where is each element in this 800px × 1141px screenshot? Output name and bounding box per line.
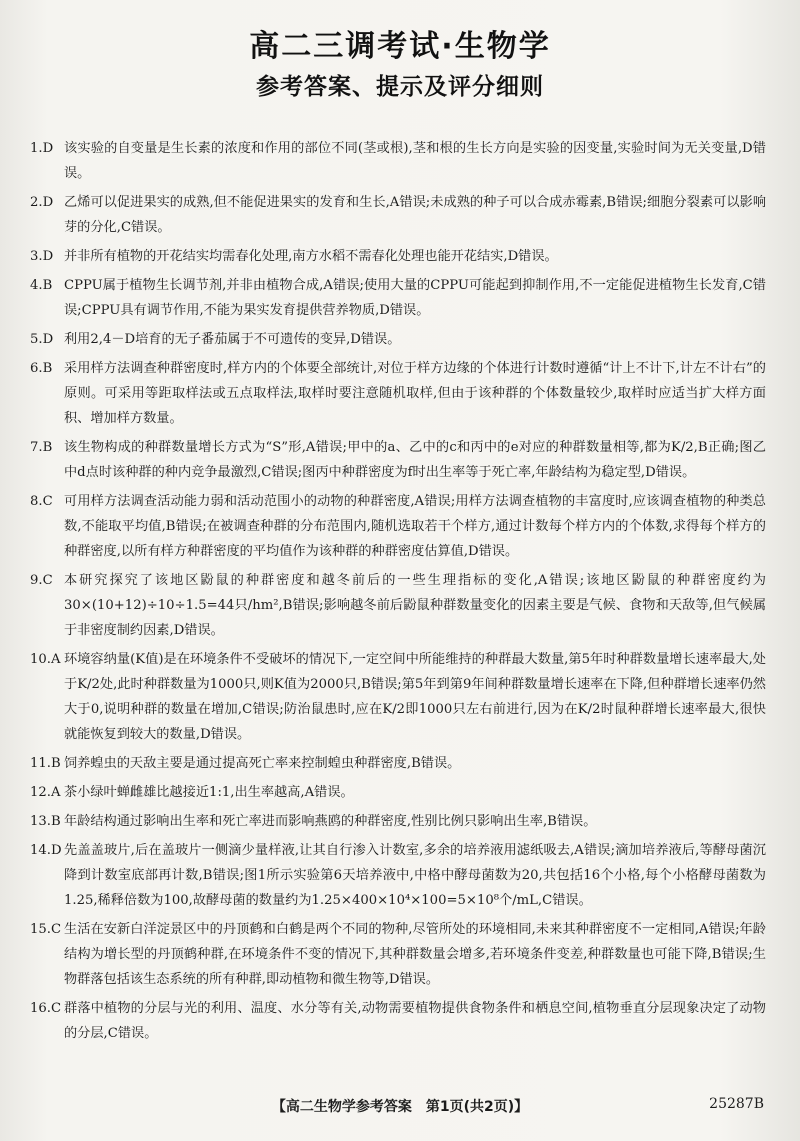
answer-item xyxy=(30,489,766,564)
answer-explanation: 饲养蝗虫的天敌主要是通过提高死亡率来控制蝗虫种群密度,B错误。 xyxy=(64,756,461,771)
answer-number: 2.D xyxy=(30,195,54,210)
paper-code: 25287B xyxy=(709,1096,764,1112)
answer-item xyxy=(30,917,766,992)
answer-explanation: 该实验的自变量是生长素的浓度和作用的部位不同(茎或根),茎和根的生长方向是实验的因变量,实验时间为无关变量,D错误。 xyxy=(64,141,766,181)
footer-label: 【高二生物学参考答案 第1页(共2页)】 xyxy=(271,1099,529,1115)
answer-item xyxy=(30,435,766,485)
answer-item xyxy=(30,647,766,747)
answer-number: 8.C xyxy=(30,494,53,509)
answer-number: 14.D xyxy=(30,843,62,858)
answer-number: 5.D xyxy=(30,332,54,347)
answer-number: 10.A xyxy=(30,652,61,667)
answer-number: 9.C xyxy=(30,573,53,588)
answer-item xyxy=(30,356,766,431)
answer-item xyxy=(30,780,766,805)
answer-item xyxy=(30,751,766,776)
answer-number: 6.B xyxy=(30,361,53,376)
answer-explanation: 生活在安新白洋淀景区中的丹顶鹤和白鹤是两个不同的物种,尽管所处的环境相同,未来其种群密度不一定相同,A错误;年龄结构为增长型的丹顶鹤种群,在环境条件不变的情况下,其种群数量会增多,若环境条件变差,种群数量也可能下降,B错误;生物群落包括该生态系统的所有种群,即动植物和微生物等,D错误。 xyxy=(64,922,766,987)
answer-explanation: 采用样方法调查种群密度时,样方内的个体要全部统计,对位于样方边缘的个体进行计数时遵循“计上不计下,计左不计右”的原则。可采用等距取样法或五点取样法,取样时要注意随机取样,但由于该种群的个体数量较少,取样时应适当扩大样方面积、增加样方数量。 xyxy=(64,361,766,426)
answer-explanation: 可用样方法调查活动能力弱和活动范围小的动物的种群密度,A错误;用样方法调查植物的丰富度时,应该调查植物的种类总数,不能取平均值,B错误;在被调查种群的分布范围内,随机选取若干个样方,通过计数每个样方内的个体数,求得每个样方的种群密度,以所有样方种群密度的平均值作为该种群的种群密度估算值,D错误。 xyxy=(64,494,766,559)
answer-number: 4.B xyxy=(30,278,53,293)
answer-explanation: 该生物构成的种群数量增长方式为“S”形,A错误;甲中的a、乙中的c和丙中的e对应的种群数量相等,都为K/2,B正确;图乙中d点时该种群的种内竞争最激烈,C错误;图丙中种群密度为f时出生率等于死亡率,年龄结构为稳定型,D错误。 xyxy=(64,440,766,480)
page-subtitle: 参考答案、提示及评分细则 xyxy=(256,74,544,100)
answer-list xyxy=(30,136,766,1050)
answer-number: 12.A xyxy=(30,785,61,800)
answer-item xyxy=(30,136,766,186)
answer-explanation: 乙烯可以促进果实的成熟,但不能促进果实的发育和生长,A错误;未成熟的种子可以合成赤霉素,B错误;细胞分裂素可以影响芽的分化,C错误。 xyxy=(64,195,767,235)
answer-explanation: CPPU属于植物生长调节剂,并非由植物合成,A错误;使用大量的CPPU可能起到抑制作用,不一定能促进植物生长发育,C错误;CPPU具有调节作用,不能为果实发育提供营养物质,D错误。 xyxy=(64,278,766,318)
answer-number: 3.D xyxy=(30,249,54,264)
header xyxy=(0,0,800,102)
answer-explanation: 利用2,4－D培育的无子番茄属于不可遗传的变异,D错误。 xyxy=(64,332,401,347)
answer-item xyxy=(30,568,766,643)
answer-number: 15.C xyxy=(30,922,62,937)
answer-number: 13.B xyxy=(30,814,61,829)
answer-explanation: 年龄结构通过影响出生率和死亡率进而影响燕鸥的种群密度,性别比例只影响出生率,B错误。 xyxy=(64,814,597,829)
answer-explanation: 群落中植物的分层与光的利用、温度、水分等有关,动物需要植物提供食物条件和栖息空间,植物垂直分层现象决定了动物的分层,C错误。 xyxy=(64,1001,766,1041)
answer-item xyxy=(30,327,766,352)
answer-item xyxy=(30,244,766,269)
answer-item xyxy=(30,190,766,240)
answer-item xyxy=(30,809,766,834)
answer-item xyxy=(30,996,766,1046)
answer-explanation: 先盖盖玻片,后在盖玻片一侧滴少量样液,让其自行渗入计数室,多余的培养液用滤纸吸去,A错误;滴加培养液后,等酵母菌沉降到计数室底部再计数,B错误;图1所示实验第6天培养液中,中格中酵母菌数为20,共包括16个小格,每个小格酵母菌数为1.25,稀释倍数为100,故酵母菌的数量约为1.25×400×10⁴×100=5×10⁸个/mL,C错误。 xyxy=(64,843,766,908)
answer-number: 1.D xyxy=(30,141,54,156)
page-title: 高二三调考试·生物学 xyxy=(249,29,551,64)
answer-number: 11.B xyxy=(30,756,61,771)
answer-item xyxy=(30,838,766,913)
answer-item xyxy=(30,273,766,323)
answer-explanation: 本研究探究了该地区鼢鼠的种群密度和越冬前后的一些生理指标的变化,A错误;该地区鼢鼠的种群密度约为30×(10+12)÷10÷1.5=44只/hm²,B错误;影响越冬前后鼢鼠种群数量变化的因素主要是气候、食物和天敌等,但气候属于非密度制约因素,D错误。 xyxy=(64,573,766,638)
answer-number: 16.C xyxy=(30,1001,62,1016)
answer-explanation: 茶小绿叶蝉雌雄比越接近1:1,出生率越高,A错误。 xyxy=(64,785,354,800)
answer-explanation: 环境容纳量(K值)是在环境条件不受破坏的情况下,一定空间中所能维持的种群最大数量,第5年时种群数量增长速率最大,处于K/2处,此时种群数量为1000只,则K值为2000只,B错误;第5年到第9年间种群数量增长速率在下降,但种群增长速率仍然大于0,说明种群的数量在增加,C错误;防治鼠患时,应在K/2即1000只左右前进行,因为在K/2时鼠种群增长速率最大,很快就能恢复到较大的数量,D错误。 xyxy=(64,652,766,742)
answer-explanation: 并非所有植物的开花结实均需春化处理,南方水稻不需春化处理也能开花结实,D错误。 xyxy=(64,249,558,264)
page-footer xyxy=(0,1096,800,1116)
answer-number: 7.B xyxy=(30,440,53,455)
